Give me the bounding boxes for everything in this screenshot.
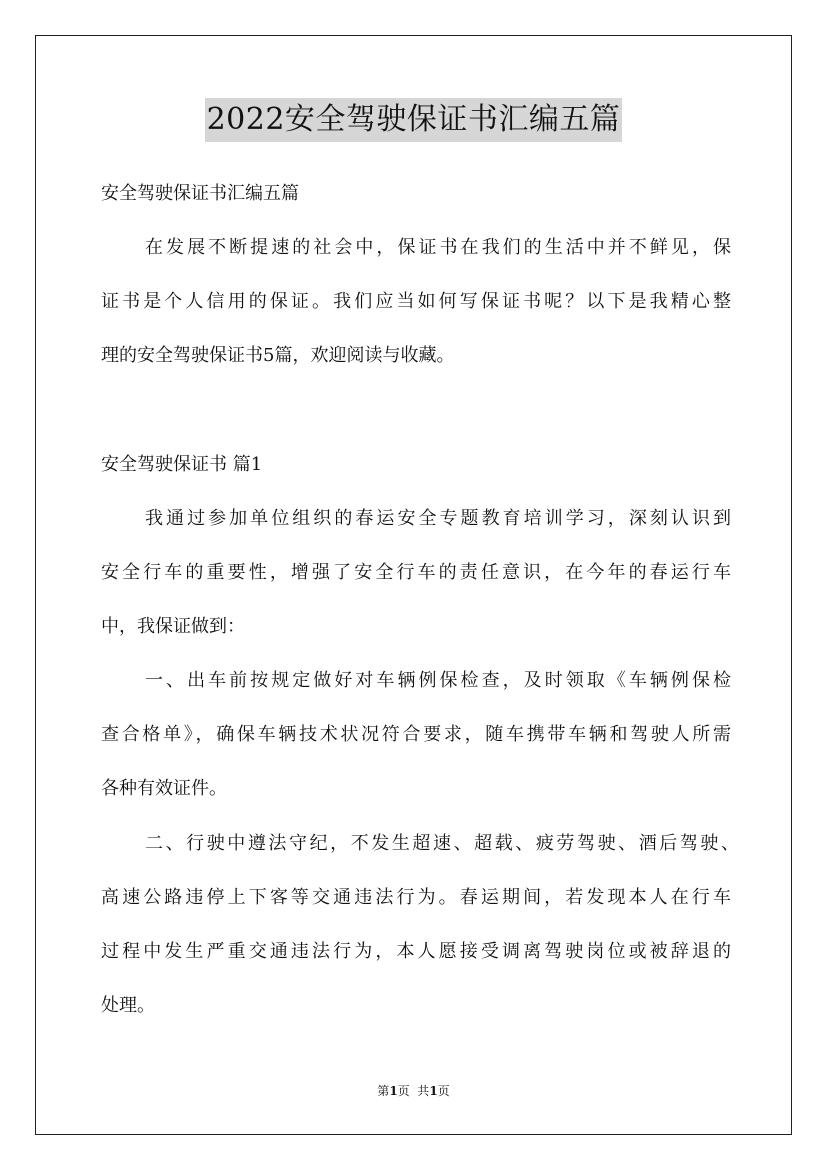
paragraph-line: 高速公路违停上下客等交通违法行为。春运期间，若发现本人在行车 (101, 887, 731, 908)
paragraph-line: 我通过参加单位组织的春运安全专题教育培训学习，深刻认识到 (145, 508, 731, 529)
paragraph-line: 中，我保证做到： (101, 616, 245, 637)
title-wrap (0, 98, 827, 142)
footer-mid: 页 共 (397, 1084, 430, 1098)
page-footer (0, 1082, 827, 1099)
document-title: 2022安全驾驶保证书汇编五篇 (205, 98, 623, 142)
paragraph-line: 二、行驶中遵法守纪，不发生超速、超载、疲劳驾驶、酒后驾驶、 (145, 833, 739, 854)
footer-total-pages: 1 (429, 1084, 438, 1098)
section-heading: 安全驾驶保证书 篇1 (101, 454, 263, 475)
paragraph-line: 安全行车的重要性，增强了安全行车的责任意识，在今年的春运行车 (101, 562, 731, 583)
subtitle-line: 安全驾驶保证书汇编五篇 (101, 183, 299, 204)
footer-suffix: 页 (437, 1084, 450, 1098)
paragraph-line: 在发展不断提速的社会中，保证书在我们的生活中并不鲜见，保 (145, 237, 731, 258)
footer-page-number: 1 (389, 1084, 398, 1098)
paragraph-line: 证书是个人信用的保证。我们应当如何写保证书呢？以下是我精心整 (101, 291, 731, 312)
paragraph-line: 一、出车前按规定做好对车辆例保检查，及时领取《车辆例保检 (145, 670, 731, 691)
paragraph-line: 处理。 (101, 995, 155, 1016)
paragraph-line: 各种有效证件。 (101, 778, 227, 799)
footer-prefix: 第 (377, 1084, 390, 1098)
paragraph-line: 理的安全驾驶保证书5篇，欢迎阅读与收藏。 (101, 345, 455, 366)
paragraph-line: 过程中发生严重交通违法行为，本人愿接受调离驾驶岗位或被辞退的 (101, 941, 731, 962)
paragraph-line: 查合格单》，确保车辆技术状况符合要求，随车携带车辆和驾驶人所需 (101, 724, 731, 745)
